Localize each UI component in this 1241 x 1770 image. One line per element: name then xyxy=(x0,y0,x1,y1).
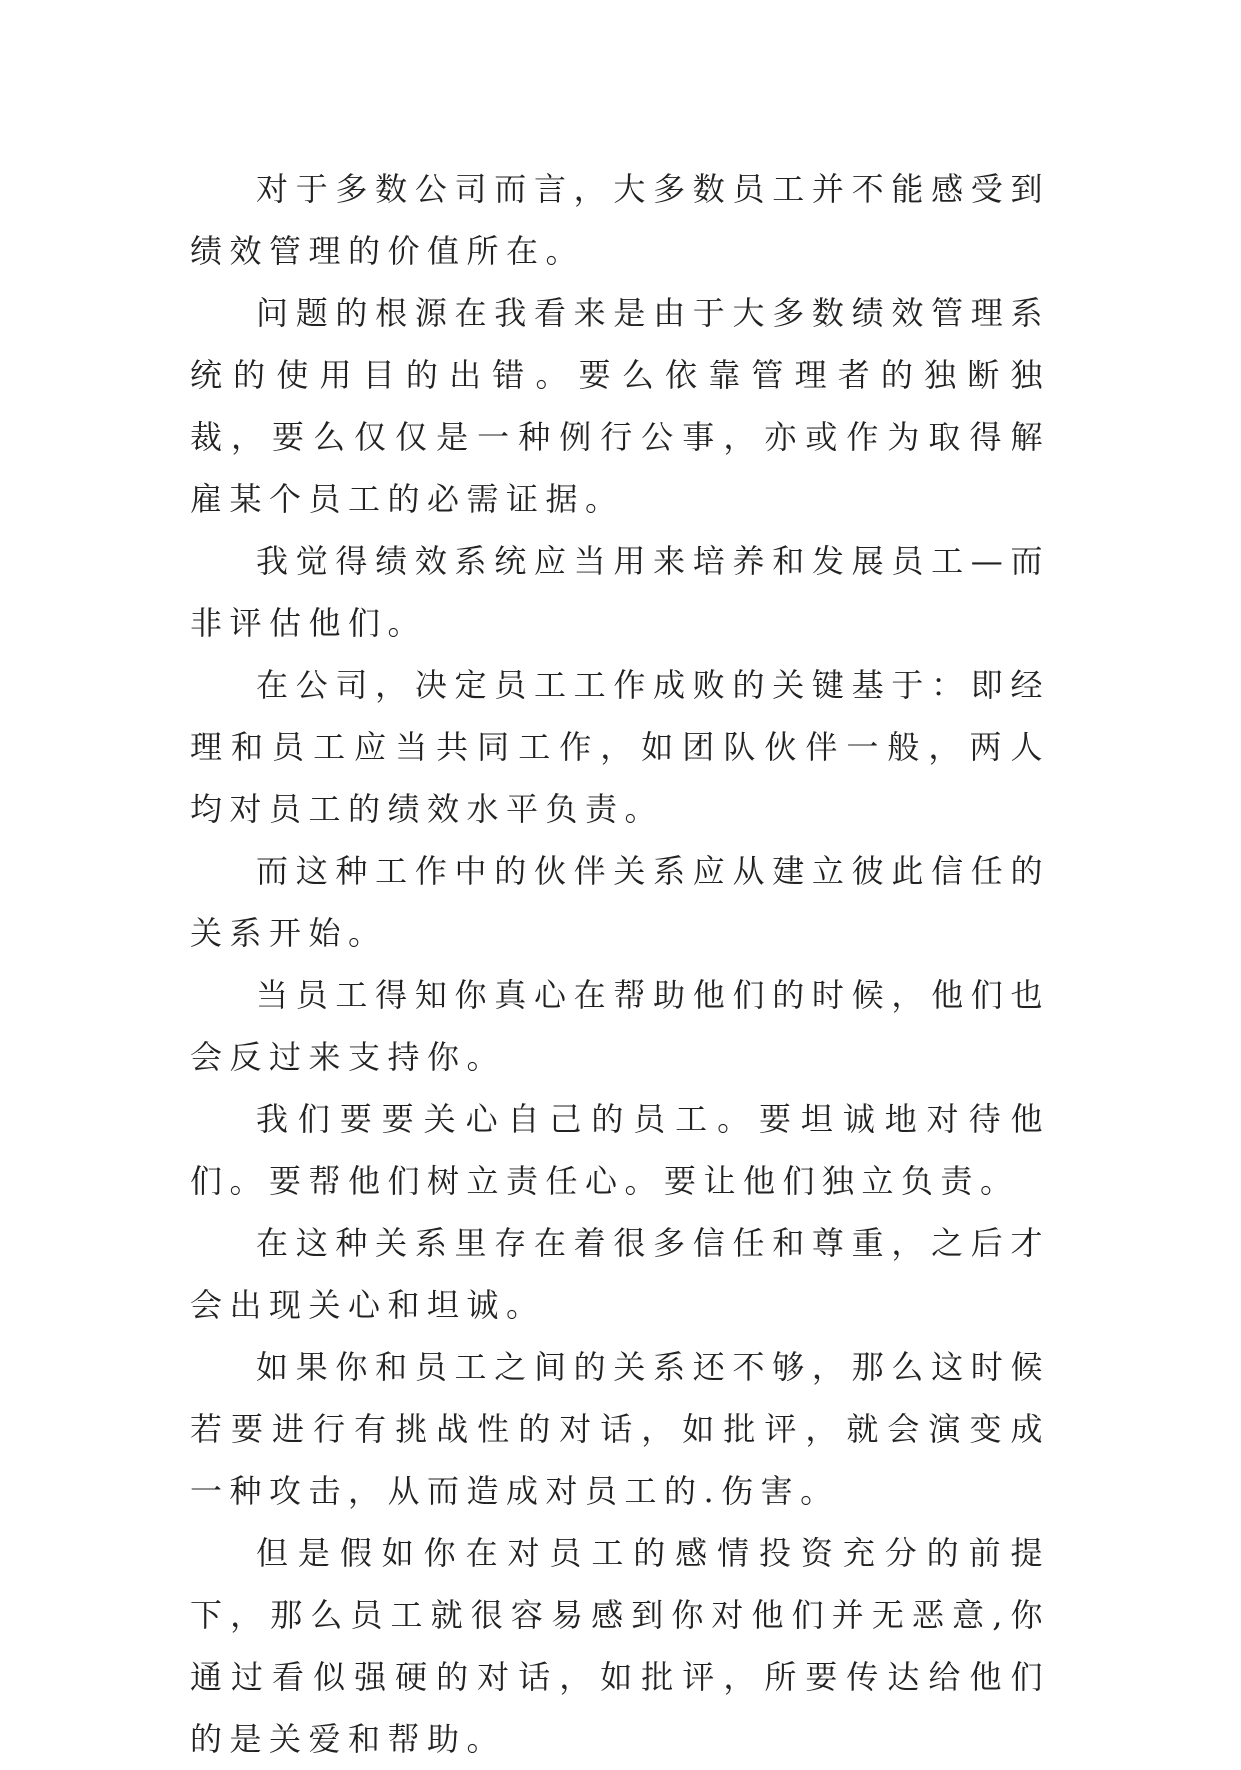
body-text xyxy=(190,158,1050,1770)
paragraph: 如果你和员工之间的关系还不够，那么这时候若要进行有挑战性的对话，如批评，就会演变成一种攻击，从而造成对员工的.伤害。 xyxy=(190,1348,1050,1510)
paragraph: 对于多数公司而言，大多数员工并不能感受到绩效管理的价值所在。 xyxy=(190,170,1050,270)
paragraph: 当员工得知你真心在帮助他们的时候，他们也会反过来支持你。 xyxy=(190,976,1050,1076)
paragraph: 而这种工作中的伙伴关系应从建立彼此信任的关系开始。 xyxy=(190,852,1050,952)
paragraph: 在这种关系里存在着很多信任和尊重，之后才会出现关心和坦诚。 xyxy=(190,1224,1050,1324)
paragraph: 在公司，决定员工工作成败的关键基于：即经理和员工应当共同工作，如团队伙伴一般，两人均对员工的绩效水平负责。 xyxy=(190,666,1050,828)
paragraph: 我觉得绩效系统应当用来培养和发展员工—而非评估他们。 xyxy=(190,542,1050,642)
paragraph: 问题的根源在我看来是由于大多数绩效管理系统的使用目的出错。要么依靠管理者的独断独裁，要么仅仅是一种例行公事，亦或作为取得解雇某个员工的必需证据。 xyxy=(190,294,1050,518)
paragraph: 我们要要关心自己的员工。要坦诚地对待他们。要帮他们树立责任心。要让他们独立负责。 xyxy=(190,1100,1050,1200)
paragraph: 但是假如你在对员工的感情投资充分的前提下，那么员工就很容易感到你对他们并无恶意,你通过看似强硬的对话，如批评，所要传达给他们的是关爱和帮助。 xyxy=(190,1534,1050,1758)
